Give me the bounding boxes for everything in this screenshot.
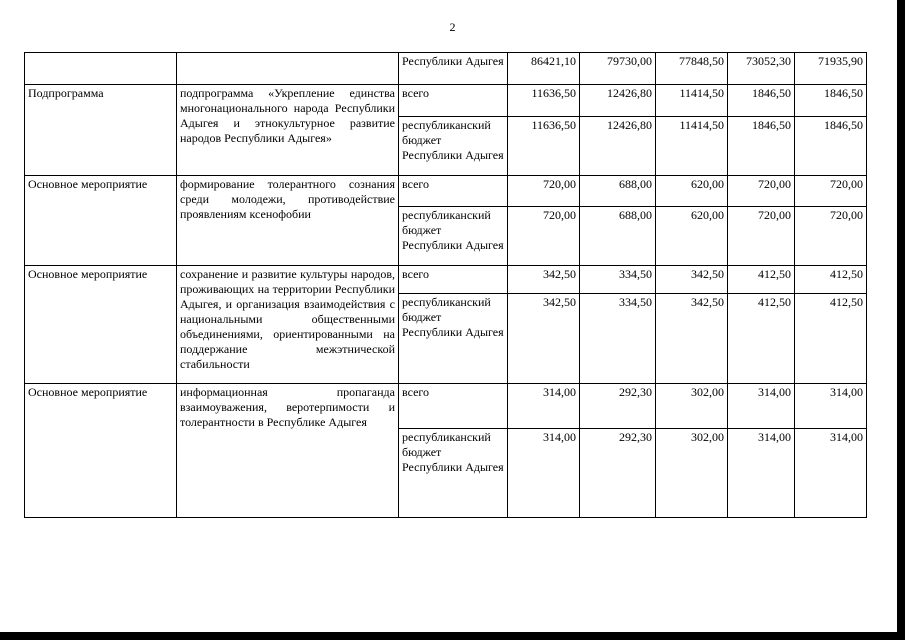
value-cell: 720,00: [728, 176, 795, 207]
value-cell: 12426,80: [580, 117, 656, 176]
name-cell: информационная пропаганда взаимоуважения, веротерпимости и толерантности в Республике Адыгея: [177, 384, 399, 518]
value-cell: 314,00: [728, 429, 795, 518]
budget-table: [24, 52, 867, 518]
name-cell: подпрограмма «Укрепление единства многонационального народа Республики Адыгея и этнокультурное развитие народов Республики Адыгея»: [177, 85, 399, 176]
name-cell: формирование толерантного сознания среди молодежи, противодействие проявлениям ксенофобии: [177, 176, 399, 266]
value-cell: 292,30: [580, 384, 656, 429]
value-cell: 620,00: [656, 176, 728, 207]
value-cell: 314,00: [728, 384, 795, 429]
value-cell: 11414,50: [656, 85, 728, 117]
name-cell: [177, 53, 399, 85]
type-cell: Основное мероприятие: [25, 266, 177, 384]
value-cell: 720,00: [795, 176, 867, 207]
source-cell: республиканский бюджет Республики Адыгея: [399, 429, 508, 518]
value-cell: 11414,50: [656, 117, 728, 176]
value-cell: 720,00: [508, 176, 580, 207]
value-cell: 73052,30: [728, 53, 795, 85]
source-cell: всего: [399, 85, 508, 117]
value-cell: 342,50: [656, 294, 728, 384]
scan-edge-right: [897, 0, 905, 640]
value-cell: 302,00: [656, 429, 728, 518]
value-cell: 688,00: [580, 207, 656, 266]
value-cell: 12426,80: [580, 85, 656, 117]
value-cell: 412,50: [728, 294, 795, 384]
source-cell: республиканский бюджет Республики Адыгея: [399, 117, 508, 176]
value-cell: 720,00: [795, 207, 867, 266]
type-cell: Подпрограмма: [25, 85, 177, 176]
value-cell: 1846,50: [795, 117, 867, 176]
source-cell: всего: [399, 266, 508, 294]
table-row: [25, 85, 867, 117]
value-cell: 77848,50: [656, 53, 728, 85]
value-cell: 688,00: [580, 176, 656, 207]
table-row: [25, 384, 867, 429]
value-cell: 314,00: [795, 384, 867, 429]
value-cell: 314,00: [508, 384, 580, 429]
table-row-continuation: [25, 53, 867, 85]
value-cell: 334,50: [580, 294, 656, 384]
value-cell: 342,50: [656, 266, 728, 294]
value-cell: 1846,50: [795, 85, 867, 117]
type-cell: Основное мероприятие: [25, 384, 177, 518]
source-cell: республиканский бюджет Республики Адыгея: [399, 294, 508, 384]
source-cell: всего: [399, 384, 508, 429]
value-cell: 412,50: [728, 266, 795, 294]
type-cell: Основное мероприятие: [25, 176, 177, 266]
value-cell: 302,00: [656, 384, 728, 429]
value-cell: 620,00: [656, 207, 728, 266]
value-cell: 412,50: [795, 266, 867, 294]
source-cell: всего: [399, 176, 508, 207]
value-cell: 314,00: [508, 429, 580, 518]
table-body: [25, 53, 867, 518]
value-cell: 11636,50: [508, 117, 580, 176]
source-cell: Республики Адыгея: [399, 53, 508, 85]
value-cell: 79730,00: [580, 53, 656, 85]
value-cell: 720,00: [508, 207, 580, 266]
value-cell: 314,00: [795, 429, 867, 518]
type-cell: [25, 53, 177, 85]
table-row: [25, 266, 867, 294]
value-cell: 720,00: [728, 207, 795, 266]
value-cell: 412,50: [795, 294, 867, 384]
value-cell: 71935,90: [795, 53, 867, 85]
value-cell: 292,30: [580, 429, 656, 518]
value-cell: 342,50: [508, 294, 580, 384]
value-cell: 342,50: [508, 266, 580, 294]
value-cell: 11636,50: [508, 85, 580, 117]
value-cell: 334,50: [580, 266, 656, 294]
value-cell: 1846,50: [728, 85, 795, 117]
name-cell: сохранение и развитие культуры народов, проживающих на территории Республики Адыгея, и организация взаимодействия с национальными общественными объединениями, ориентированными на поддержание межэтнической стабильности: [177, 266, 399, 384]
value-cell: 86421,10: [508, 53, 580, 85]
scan-edge-bottom: [0, 632, 905, 640]
value-cell: 1846,50: [728, 117, 795, 176]
source-cell: республиканский бюджет Республики Адыгея: [399, 207, 508, 266]
page-number: 2: [449, 20, 456, 34]
table-row: [25, 176, 867, 207]
